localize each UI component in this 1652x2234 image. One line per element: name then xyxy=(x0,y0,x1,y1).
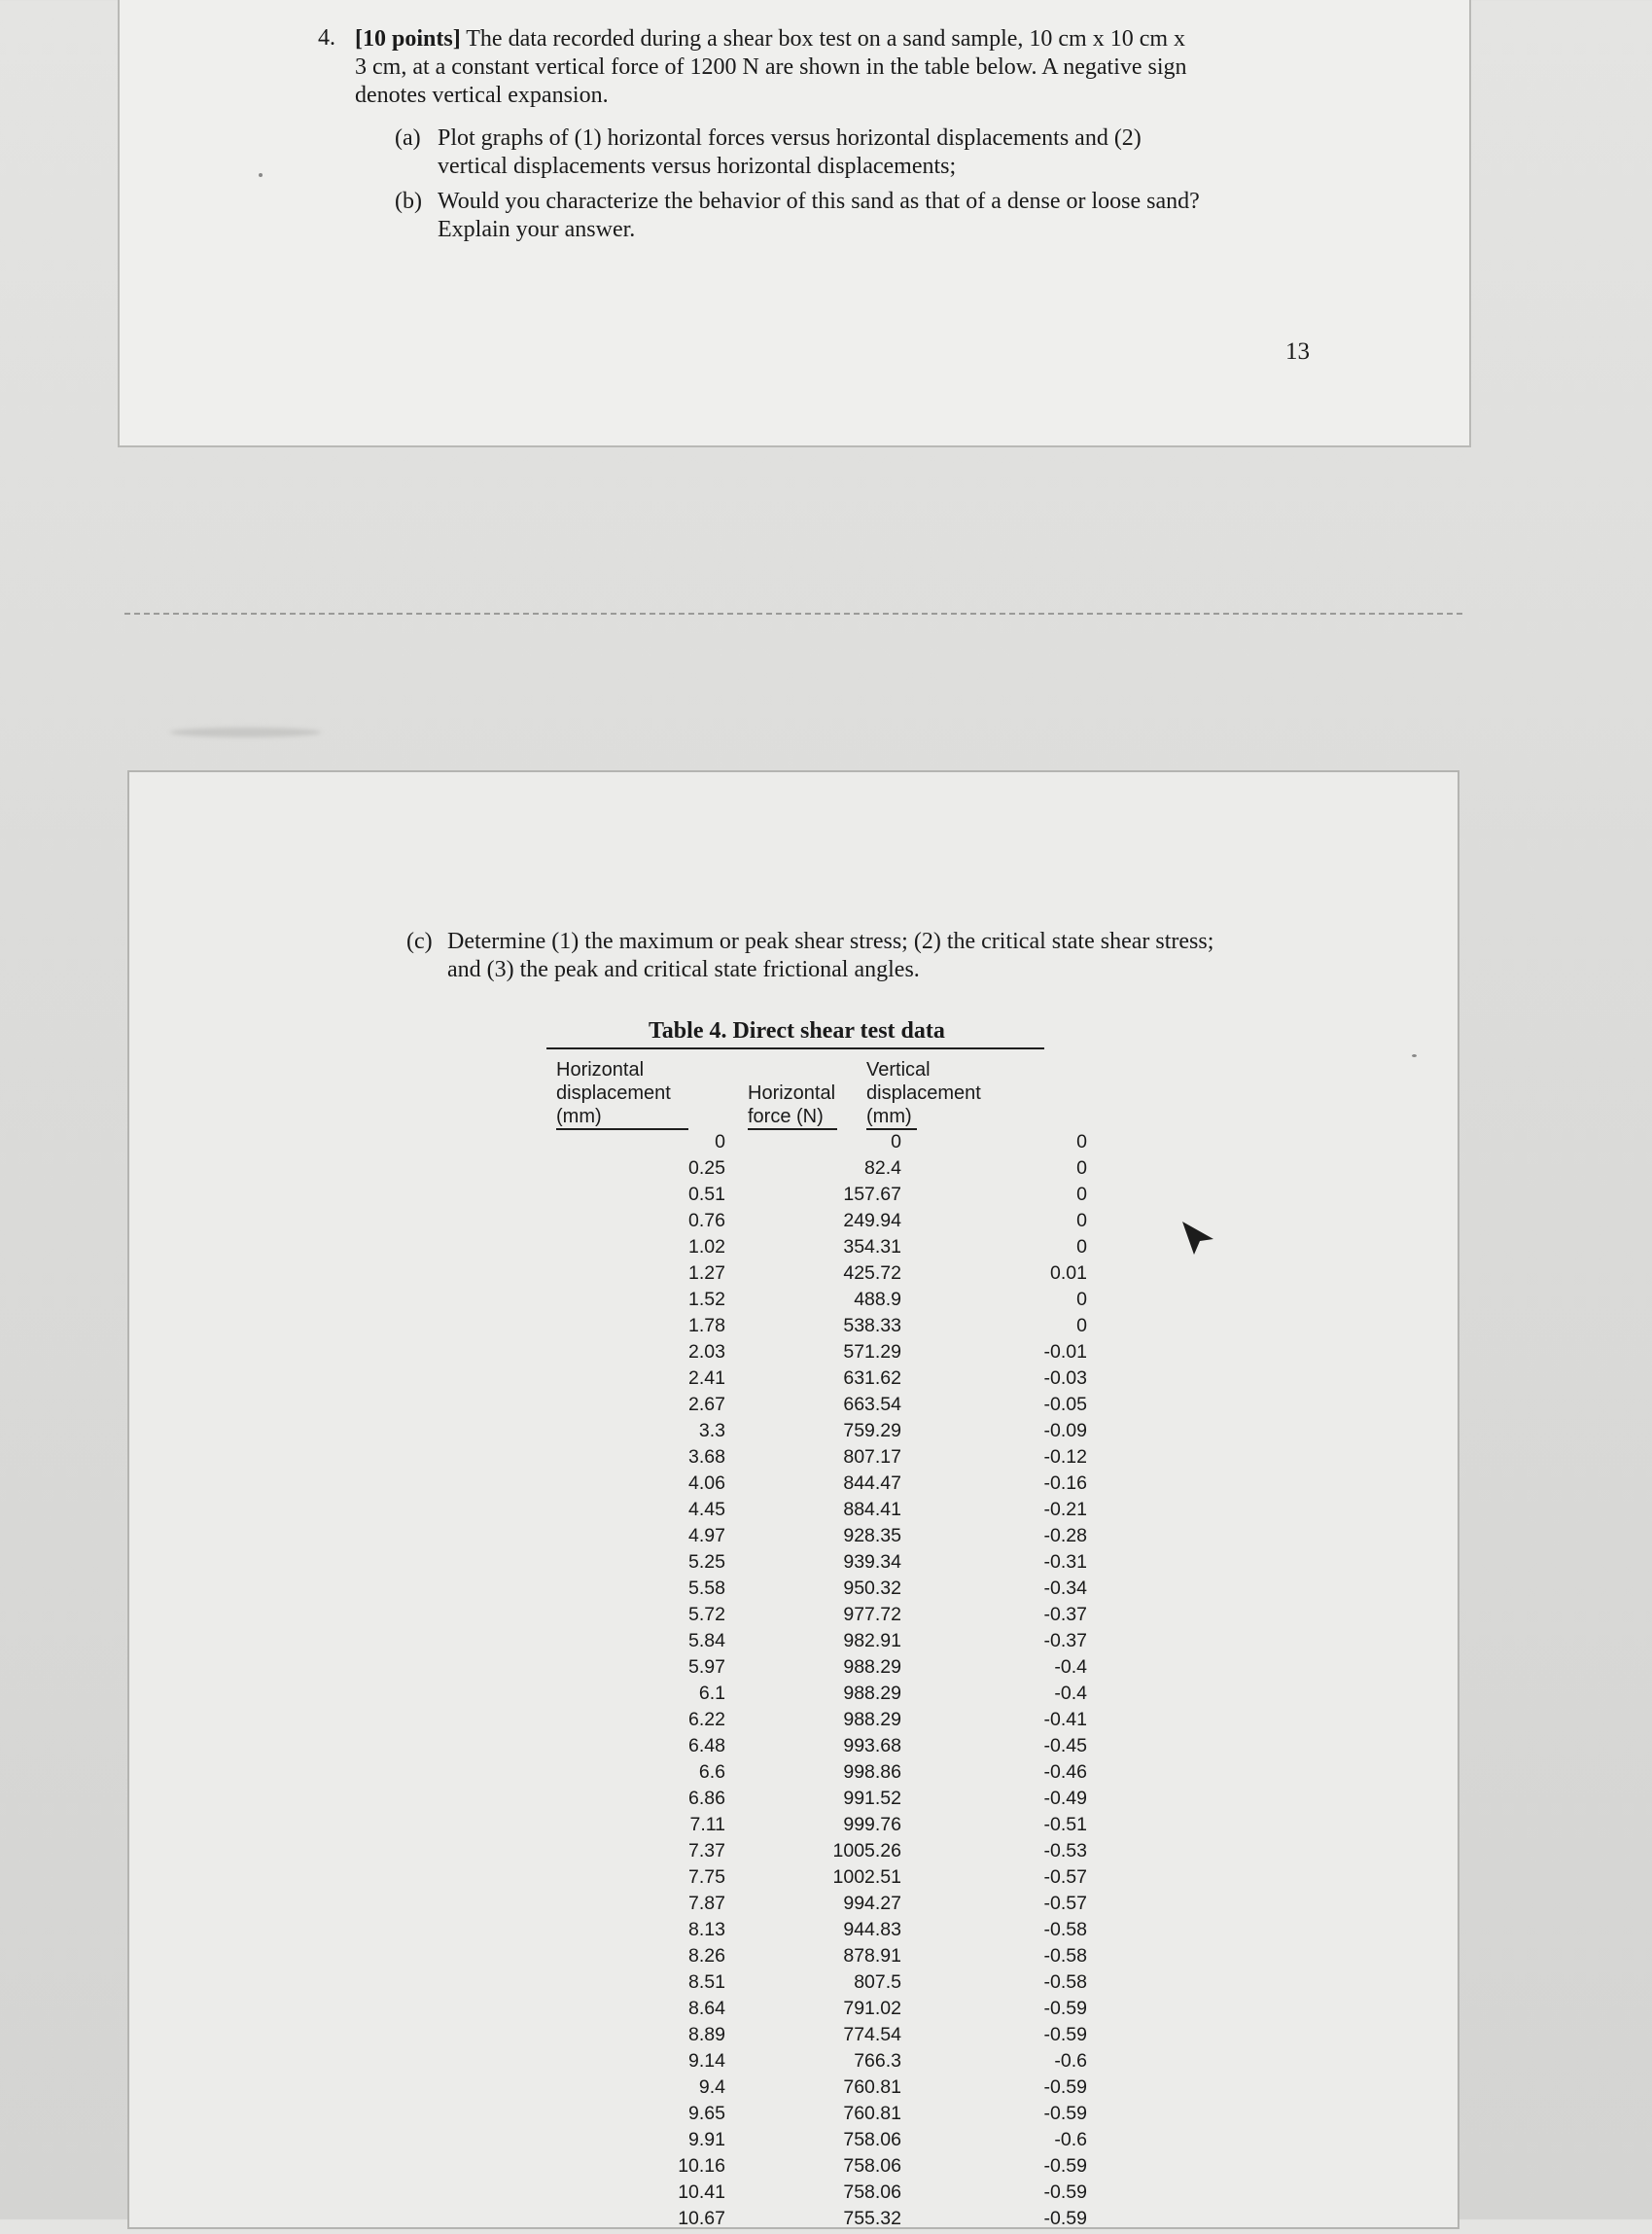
cell-horizontal-displacement: 6.22 xyxy=(688,1709,725,1730)
page-divider xyxy=(124,613,1462,615)
cell-horizontal-force: 538.33 xyxy=(843,1315,901,1336)
cell-vertical-displacement: -0.46 xyxy=(1043,1761,1087,1783)
cell-horizontal-force: 425.72 xyxy=(843,1262,901,1284)
cell-horizontal-displacement: 6.6 xyxy=(698,1761,725,1783)
cell-horizontal-displacement: 5.58 xyxy=(688,1578,725,1599)
cell-horizontal-displacement: 9.65 xyxy=(688,2103,725,2124)
cell-vertical-displacement: -0.49 xyxy=(1043,1788,1087,1809)
cell-horizontal-force: 988.29 xyxy=(843,1683,901,1704)
header-col1-line1: Horizontal xyxy=(556,1059,645,1081)
cell-vertical-displacement: -0.4 xyxy=(1054,1656,1087,1678)
cell-horizontal-force: 82.4 xyxy=(864,1157,901,1179)
cell-horizontal-force: 760.81 xyxy=(843,2076,901,2098)
part-b-line-2: Explain your answer. xyxy=(438,217,636,242)
table-row xyxy=(545,1472,1087,1499)
cell-vertical-displacement: 0 xyxy=(1076,1315,1087,1336)
table-row xyxy=(545,1893,1087,1919)
cell-horizontal-force: 944.83 xyxy=(843,1919,901,1940)
table-row xyxy=(545,1866,1087,1893)
cell-vertical-displacement: 0 xyxy=(1076,1236,1087,1258)
cell-vertical-displacement: -0.59 xyxy=(1043,2076,1087,2098)
cell-vertical-displacement: -0.28 xyxy=(1043,1525,1087,1546)
cell-vertical-displacement: -0.41 xyxy=(1043,1709,1087,1730)
cell-vertical-displacement: -0.57 xyxy=(1043,1866,1087,1888)
cell-vertical-displacement: 0 xyxy=(1076,1157,1087,1179)
cell-horizontal-force: 844.47 xyxy=(843,1472,901,1494)
cell-horizontal-displacement: 7.87 xyxy=(688,1893,725,1914)
cell-horizontal-force: 571.29 xyxy=(843,1341,901,1363)
cell-horizontal-force: 998.86 xyxy=(843,1761,901,1783)
question-points: [10 points] xyxy=(355,26,461,52)
table-title: Table 4. Direct shear test data xyxy=(649,1018,945,1044)
cell-vertical-displacement: 0 xyxy=(1076,1210,1087,1231)
cell-horizontal-displacement: 5.25 xyxy=(688,1551,725,1573)
cell-vertical-displacement: -0.59 xyxy=(1043,1998,1087,2019)
table-row xyxy=(545,1157,1087,1184)
table-row xyxy=(545,2103,1087,2129)
table-row xyxy=(545,1184,1087,1210)
cell-horizontal-displacement: 10.67 xyxy=(678,2208,725,2229)
cell-horizontal-force: 807.17 xyxy=(843,1446,901,1468)
table-row xyxy=(545,2155,1087,2181)
cell-horizontal-displacement: 10.16 xyxy=(678,2155,725,2177)
cell-horizontal-force: 1002.51 xyxy=(832,1866,901,1888)
table-row xyxy=(545,2181,1087,2208)
part-a-line-1: Plot graphs of (1) horizontal forces versus horizontal displacements and (2) xyxy=(438,125,1142,151)
part-b-label: (b) xyxy=(395,189,422,214)
cell-horizontal-force: 249.94 xyxy=(843,1210,901,1231)
cell-vertical-displacement: -0.53 xyxy=(1043,1840,1087,1862)
cell-vertical-displacement: -0.37 xyxy=(1043,1630,1087,1651)
cell-horizontal-force: 991.52 xyxy=(843,1788,901,1809)
cell-vertical-displacement: 0.01 xyxy=(1050,1262,1087,1284)
table-row xyxy=(545,1709,1087,1735)
table-row xyxy=(545,1131,1087,1157)
part-a xyxy=(395,124,1328,181)
cell-horizontal-displacement: 1.27 xyxy=(688,1262,725,1284)
cell-vertical-displacement: -0.6 xyxy=(1054,2050,1087,2072)
cell-vertical-displacement: -0.12 xyxy=(1043,1446,1087,1468)
cell-horizontal-displacement: 1.02 xyxy=(688,1236,725,1258)
cell-vertical-displacement: -0.16 xyxy=(1043,1472,1087,1494)
cell-horizontal-displacement: 1.78 xyxy=(688,1315,725,1336)
header-col1-line2: displacement xyxy=(556,1082,671,1104)
table-row xyxy=(545,1998,1087,2024)
cell-horizontal-displacement: 0.51 xyxy=(688,1184,725,1205)
cell-horizontal-displacement: 3.3 xyxy=(698,1420,725,1441)
table-row xyxy=(545,1446,1087,1472)
cell-vertical-displacement: -0.45 xyxy=(1043,1735,1087,1756)
cell-horizontal-displacement: 5.84 xyxy=(688,1630,725,1651)
table-row xyxy=(545,1840,1087,1866)
cell-vertical-displacement: -0.57 xyxy=(1043,1893,1087,1914)
cell-horizontal-displacement: 2.41 xyxy=(688,1367,725,1389)
cell-horizontal-force: 878.91 xyxy=(843,1945,901,1967)
speck xyxy=(259,173,263,177)
cell-horizontal-force: 354.31 xyxy=(843,1236,901,1258)
table-row xyxy=(545,1499,1087,1525)
cell-horizontal-force: 758.06 xyxy=(843,2129,901,2150)
header-col2-line1: Horizontal xyxy=(748,1082,836,1104)
cell-horizontal-displacement: 1.52 xyxy=(688,1289,725,1310)
cell-horizontal-displacement: 2.03 xyxy=(688,1341,725,1363)
cell-horizontal-displacement: 4.45 xyxy=(688,1499,725,1520)
cell-horizontal-force: 758.06 xyxy=(843,2181,901,2203)
cell-horizontal-force: 999.76 xyxy=(843,1814,901,1835)
header-col2-line2: force (N) xyxy=(748,1105,837,1130)
question-line-2: 3 cm, at a constant vertical force of 1200 N are shown in the table below. A negative sign xyxy=(355,54,1187,80)
table-row xyxy=(545,2076,1087,2103)
table-row xyxy=(545,1420,1087,1446)
part-b-line-1: Would you characterize the behavior of this sand as that of a dense or loose sand? xyxy=(438,189,1200,214)
cell-horizontal-force: 766.3 xyxy=(854,2050,901,2072)
cell-horizontal-force: 993.68 xyxy=(843,1735,901,1756)
header-col3-line2: displacement xyxy=(866,1082,981,1104)
table-row xyxy=(545,1604,1087,1630)
cell-horizontal-force: 791.02 xyxy=(843,1998,901,2019)
part-a-line-2: vertical displacements versus horizontal displacements; xyxy=(438,154,957,179)
cell-horizontal-displacement: 5.97 xyxy=(688,1656,725,1678)
header-col3-line3: (mm) xyxy=(866,1105,917,1130)
cell-horizontal-force: 0 xyxy=(891,1131,901,1152)
table-row xyxy=(545,1919,1087,1945)
part-c-line-1: Determine (1) the maximum or peak shear stress; (2) the critical state shear stress; xyxy=(447,929,1214,954)
table-row xyxy=(545,1630,1087,1656)
cell-horizontal-displacement: 7.11 xyxy=(689,1814,725,1835)
part-c-label: (c) xyxy=(406,929,433,954)
cell-vertical-displacement: 0 xyxy=(1076,1131,1087,1152)
header-horizontal-force xyxy=(748,1082,837,1130)
cell-horizontal-displacement: 6.86 xyxy=(688,1788,725,1809)
table-row xyxy=(545,1814,1087,1840)
cell-horizontal-force: 1005.26 xyxy=(832,1840,901,1862)
header-vertical-displacement xyxy=(866,1058,981,1130)
table-row xyxy=(545,1210,1087,1236)
cell-horizontal-force: 755.32 xyxy=(843,2208,901,2229)
header-col3-line1: Vertical xyxy=(866,1059,931,1081)
cell-horizontal-force: 884.41 xyxy=(843,1499,901,1520)
cell-vertical-displacement: -0.01 xyxy=(1043,1341,1087,1363)
part-c-line-2: and (3) the peak and critical state frictional angles. xyxy=(447,957,920,982)
table-row xyxy=(545,1735,1087,1761)
table-row xyxy=(545,1262,1087,1289)
cell-vertical-displacement: -0.59 xyxy=(1043,2103,1087,2124)
header-col1-line3: (mm) xyxy=(556,1105,688,1130)
cell-horizontal-displacement: 4.06 xyxy=(688,1472,725,1494)
question-number: 4. xyxy=(318,25,335,51)
cell-horizontal-displacement: 8.13 xyxy=(688,1919,725,1940)
cell-horizontal-displacement: 8.26 xyxy=(688,1945,725,1967)
header-horizontal-displacement xyxy=(556,1058,688,1130)
table-row xyxy=(545,1525,1087,1551)
cell-vertical-displacement: -0.59 xyxy=(1043,2208,1087,2229)
table-row xyxy=(545,1761,1087,1788)
cell-horizontal-displacement: 2.67 xyxy=(688,1394,725,1415)
cell-horizontal-displacement: 6.1 xyxy=(698,1683,725,1704)
cell-vertical-displacement: -0.59 xyxy=(1043,2181,1087,2203)
table-row xyxy=(545,1289,1087,1315)
cell-horizontal-force: 939.34 xyxy=(843,1551,901,1573)
question-stem xyxy=(355,25,1337,110)
table-row xyxy=(545,1394,1087,1420)
cell-horizontal-force: 982.91 xyxy=(843,1630,901,1651)
cell-horizontal-displacement: 8.64 xyxy=(688,1998,725,2019)
cell-horizontal-displacement: 9.91 xyxy=(688,2129,725,2150)
cell-vertical-displacement: -0.58 xyxy=(1043,1945,1087,1967)
cell-horizontal-displacement: 6.48 xyxy=(688,1735,725,1756)
table-row xyxy=(545,1367,1087,1394)
cell-horizontal-force: 988.29 xyxy=(843,1709,901,1730)
cell-vertical-displacement: -0.34 xyxy=(1043,1578,1087,1599)
cell-horizontal-force: 807.5 xyxy=(854,1971,901,1993)
cell-horizontal-force: 950.32 xyxy=(843,1578,901,1599)
table-row xyxy=(545,2024,1087,2050)
cell-vertical-displacement: 0 xyxy=(1076,1184,1087,1205)
cell-vertical-displacement: -0.58 xyxy=(1043,1919,1087,1940)
cell-horizontal-force: 994.27 xyxy=(843,1893,901,1914)
cell-horizontal-force: 988.29 xyxy=(843,1656,901,1678)
cell-horizontal-displacement: 8.51 xyxy=(688,1971,725,1993)
cell-horizontal-displacement: 9.4 xyxy=(698,2076,725,2098)
table-row xyxy=(545,1578,1087,1604)
question-line-1: The data recorded during a shear box test on a sand sample, 10 cm x 10 cm x xyxy=(466,26,1186,52)
question-line-3: denotes vertical expansion. xyxy=(355,83,609,108)
cell-vertical-displacement: 0 xyxy=(1076,1289,1087,1310)
mouse-pointer-icon xyxy=(1180,1220,1215,1259)
cell-vertical-displacement: -0.03 xyxy=(1043,1367,1087,1389)
speck xyxy=(1412,1054,1417,1057)
table-row xyxy=(545,2208,1087,2234)
table-row xyxy=(545,1236,1087,1262)
part-b xyxy=(395,188,1328,244)
table-row xyxy=(545,1551,1087,1578)
cell-vertical-displacement: -0.31 xyxy=(1043,1551,1087,1573)
table-row xyxy=(545,1788,1087,1814)
table-row xyxy=(545,2129,1087,2155)
cell-vertical-displacement: -0.59 xyxy=(1043,2024,1087,2045)
cell-horizontal-displacement: 7.75 xyxy=(688,1866,725,1888)
cell-horizontal-displacement: 9.14 xyxy=(688,2050,725,2072)
cell-vertical-displacement: -0.6 xyxy=(1054,2129,1087,2150)
table-row xyxy=(545,2050,1087,2076)
table-row xyxy=(545,1341,1087,1367)
cell-horizontal-displacement: 0.25 xyxy=(688,1157,725,1179)
cell-vertical-displacement: -0.09 xyxy=(1043,1420,1087,1441)
cell-vertical-displacement: -0.58 xyxy=(1043,1971,1087,1993)
cell-vertical-displacement: -0.4 xyxy=(1054,1683,1087,1704)
cell-horizontal-force: 759.29 xyxy=(843,1420,901,1441)
table-row xyxy=(545,1315,1087,1341)
cell-horizontal-force: 157.67 xyxy=(843,1184,901,1205)
cell-horizontal-displacement: 10.41 xyxy=(678,2181,725,2203)
table-row xyxy=(545,1656,1087,1683)
table-row xyxy=(545,1945,1087,1971)
cell-vertical-displacement: -0.51 xyxy=(1043,1814,1087,1835)
cell-horizontal-force: 631.62 xyxy=(843,1367,901,1389)
table-row xyxy=(545,1683,1087,1709)
cell-vertical-displacement: -0.21 xyxy=(1043,1499,1087,1520)
cell-vertical-displacement: -0.05 xyxy=(1043,1394,1087,1415)
part-a-label: (a) xyxy=(395,125,421,151)
table-row xyxy=(545,1971,1087,1998)
cell-horizontal-displacement: 7.37 xyxy=(688,1840,725,1862)
cell-horizontal-displacement: 0 xyxy=(715,1131,725,1152)
cell-vertical-displacement: -0.37 xyxy=(1043,1604,1087,1625)
cell-vertical-displacement: -0.59 xyxy=(1043,2155,1087,2177)
cell-horizontal-force: 758.06 xyxy=(843,2155,901,2177)
cell-horizontal-force: 774.54 xyxy=(843,2024,901,2045)
cell-horizontal-displacement: 5.72 xyxy=(688,1604,725,1625)
page-number: 13 xyxy=(1285,338,1310,365)
cell-horizontal-force: 928.35 xyxy=(843,1525,901,1546)
cell-horizontal-force: 663.54 xyxy=(843,1394,901,1415)
cell-horizontal-displacement: 0.76 xyxy=(688,1210,725,1231)
table-top-rule xyxy=(546,1047,1044,1049)
cell-horizontal-force: 977.72 xyxy=(843,1604,901,1625)
cell-horizontal-displacement: 4.97 xyxy=(688,1525,725,1546)
cell-horizontal-force: 760.81 xyxy=(843,2103,901,2124)
cell-horizontal-displacement: 8.89 xyxy=(688,2024,725,2045)
cell-horizontal-force: 488.9 xyxy=(854,1289,901,1310)
cell-horizontal-displacement: 3.68 xyxy=(688,1446,725,1468)
smudge xyxy=(170,727,321,737)
